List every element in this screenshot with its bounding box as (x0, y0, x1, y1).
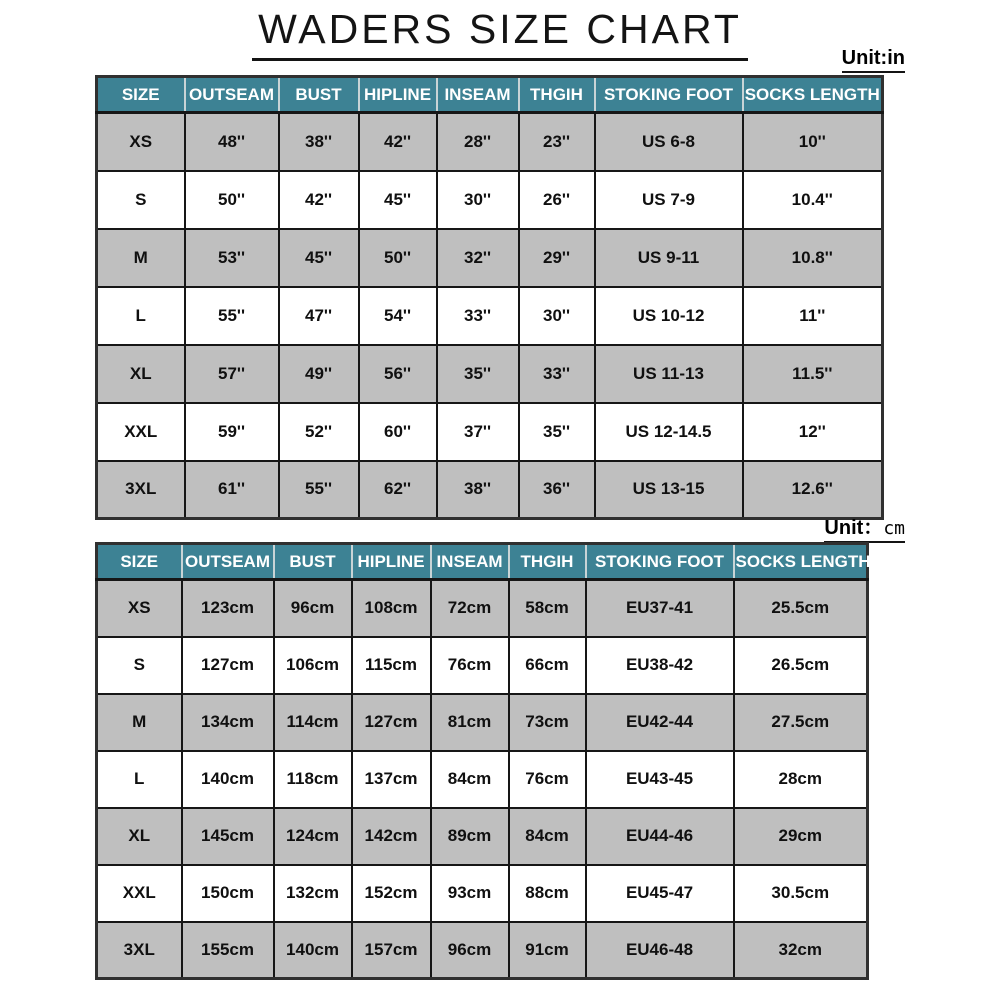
column-header: INSEAM (431, 544, 509, 580)
value-cell: 37'' (437, 403, 519, 461)
page-title: WADERS SIZE CHART (252, 6, 748, 61)
value-cell: 45'' (279, 229, 359, 287)
value-cell: 47'' (279, 287, 359, 345)
size-cell: 3XL (97, 922, 182, 979)
value-cell: 155cm (182, 922, 274, 979)
value-cell: 55'' (279, 461, 359, 519)
size-table-centimeters-body (97, 580, 868, 979)
value-cell: 45'' (359, 171, 437, 229)
size-cell: S (97, 171, 185, 229)
value-cell: EU38-42 (586, 637, 734, 694)
column-header: SIZE (97, 544, 182, 580)
value-cell: 38'' (437, 461, 519, 519)
value-cell: 59'' (185, 403, 279, 461)
column-header: THGIH (509, 544, 586, 580)
unit-prefix: Unit： (824, 517, 884, 539)
value-cell: 56'' (359, 345, 437, 403)
value-cell: 91cm (509, 922, 586, 979)
size-table-centimeters (95, 542, 869, 980)
table-row (97, 637, 868, 694)
value-cell: 60'' (359, 403, 437, 461)
value-cell: 145cm (182, 808, 274, 865)
value-cell: 26'' (519, 171, 595, 229)
value-cell: 123cm (182, 580, 274, 637)
value-cell: 48'' (185, 113, 279, 171)
value-cell: EU44-46 (586, 808, 734, 865)
size-cell: M (97, 694, 182, 751)
column-header: STOKING FOOT (595, 77, 743, 113)
size-cell: L (97, 751, 182, 808)
value-cell: 114cm (274, 694, 352, 751)
value-cell: 58cm (509, 580, 586, 637)
size-cell: L (97, 287, 185, 345)
value-cell: 127cm (182, 637, 274, 694)
value-cell: 10.4'' (743, 171, 883, 229)
table-row (97, 345, 883, 403)
column-header: SOCKS LENGTH (743, 77, 883, 113)
table-row (97, 808, 868, 865)
value-cell: EU43-45 (586, 751, 734, 808)
column-header: SIZE (97, 77, 185, 113)
table-row (97, 461, 883, 519)
value-cell: 132cm (274, 865, 352, 922)
column-header: THGIH (519, 77, 595, 113)
table-row (97, 171, 883, 229)
table-row (97, 113, 883, 171)
value-cell: 35'' (437, 345, 519, 403)
value-cell: 36'' (519, 461, 595, 519)
column-header: HIPLINE (352, 544, 431, 580)
value-cell: 76cm (431, 637, 509, 694)
value-cell: EU37-41 (586, 580, 734, 637)
value-cell: 11.5'' (743, 345, 883, 403)
value-cell: 53'' (185, 229, 279, 287)
value-cell: US 13-15 (595, 461, 743, 519)
value-cell: 54'' (359, 287, 437, 345)
value-cell: 38'' (279, 113, 359, 171)
value-cell: 49'' (279, 345, 359, 403)
value-cell: 152cm (352, 865, 431, 922)
value-cell: 108cm (352, 580, 431, 637)
value-cell: 76cm (509, 751, 586, 808)
value-cell: 12'' (743, 403, 883, 461)
value-cell: 30'' (437, 171, 519, 229)
value-cell: US 10-12 (595, 287, 743, 345)
value-cell: EU45-47 (586, 865, 734, 922)
value-cell: US 11-13 (595, 345, 743, 403)
value-cell: 52'' (279, 403, 359, 461)
column-header: STOKING FOOT (586, 544, 734, 580)
table-row (97, 922, 868, 979)
value-cell: 124cm (274, 808, 352, 865)
table-row (97, 287, 883, 345)
value-cell: 84cm (509, 808, 586, 865)
value-cell: 73cm (509, 694, 586, 751)
value-cell: 115cm (352, 637, 431, 694)
value-cell: 66cm (509, 637, 586, 694)
value-cell: EU42-44 (586, 694, 734, 751)
value-cell: 127cm (352, 694, 431, 751)
value-cell: 11'' (743, 287, 883, 345)
size-cell: M (97, 229, 185, 287)
unit-prefix: Unit: (841, 47, 888, 69)
value-cell: 50'' (185, 171, 279, 229)
value-cell: 140cm (274, 922, 352, 979)
unit-label-centimeters (824, 511, 905, 543)
value-cell: 33'' (437, 287, 519, 345)
value-cell: 23'' (519, 113, 595, 171)
value-cell: 88cm (509, 865, 586, 922)
value-cell: US 9-11 (595, 229, 743, 287)
value-cell: 62'' (359, 461, 437, 519)
value-cell: 30.5cm (734, 865, 868, 922)
value-cell: 118cm (274, 751, 352, 808)
header-row (97, 77, 883, 113)
value-cell: 10.8'' (743, 229, 883, 287)
value-cell: US 12-14.5 (595, 403, 743, 461)
value-cell: 32cm (734, 922, 868, 979)
size-cell: XL (97, 345, 185, 403)
value-cell: 137cm (352, 751, 431, 808)
unit-value: in (887, 47, 905, 69)
column-header: SOCKS LENGTH (734, 544, 868, 580)
table-row (97, 694, 868, 751)
value-cell: 50'' (359, 229, 437, 287)
value-cell: 57'' (185, 345, 279, 403)
value-cell: 84cm (431, 751, 509, 808)
value-cell: EU46-48 (586, 922, 734, 979)
value-cell: 25.5cm (734, 580, 868, 637)
column-header: OUTSEAM (185, 77, 279, 113)
value-cell: 96cm (274, 580, 352, 637)
size-cell: XS (97, 580, 182, 637)
size-cell: XXL (97, 865, 182, 922)
value-cell: 157cm (352, 922, 431, 979)
size-table-inches-body (97, 113, 883, 519)
value-cell: 26.5cm (734, 637, 868, 694)
column-header: BUST (274, 544, 352, 580)
value-cell: 28cm (734, 751, 868, 808)
size-cell: XXL (97, 403, 185, 461)
value-cell: 35'' (519, 403, 595, 461)
value-cell: 96cm (431, 922, 509, 979)
value-cell: 29cm (734, 808, 868, 865)
table-row (97, 229, 883, 287)
value-cell: 42'' (279, 171, 359, 229)
value-cell: 134cm (182, 694, 274, 751)
value-cell: 32'' (437, 229, 519, 287)
value-cell: 106cm (274, 637, 352, 694)
size-table-inches-header (97, 77, 883, 113)
value-cell: US 7-9 (595, 171, 743, 229)
table-row (97, 403, 883, 461)
column-header: OUTSEAM (182, 544, 274, 580)
column-header: INSEAM (437, 77, 519, 113)
value-cell: 55'' (185, 287, 279, 345)
value-cell: US 6-8 (595, 113, 743, 171)
value-cell: 33'' (519, 345, 595, 403)
value-cell: 29'' (519, 229, 595, 287)
column-header: HIPLINE (359, 77, 437, 113)
size-cell: XS (97, 113, 185, 171)
value-cell: 81cm (431, 694, 509, 751)
size-cell: XL (97, 808, 182, 865)
value-cell: 140cm (182, 751, 274, 808)
header-row (97, 544, 868, 580)
value-cell: 27.5cm (734, 694, 868, 751)
table-row (97, 751, 868, 808)
size-cell: S (97, 637, 182, 694)
unit-label-inches (842, 47, 905, 73)
value-cell: 150cm (182, 865, 274, 922)
value-cell: 93cm (431, 865, 509, 922)
value-cell: 42'' (359, 113, 437, 171)
column-header: BUST (279, 77, 359, 113)
value-cell: 72cm (431, 580, 509, 637)
value-cell: 61'' (185, 461, 279, 519)
value-cell: 28'' (437, 113, 519, 171)
size-table-centimeters-header (97, 544, 871, 580)
size-cell: 3XL (97, 461, 185, 519)
unit-value: cm (883, 518, 905, 539)
value-cell: 30'' (519, 287, 595, 345)
size-table-inches (95, 75, 884, 520)
value-cell: 12.6'' (743, 461, 883, 519)
table-row (97, 865, 868, 922)
value-cell: 89cm (431, 808, 509, 865)
value-cell: 142cm (352, 808, 431, 865)
value-cell: 10'' (743, 113, 883, 171)
table-row (97, 580, 868, 637)
